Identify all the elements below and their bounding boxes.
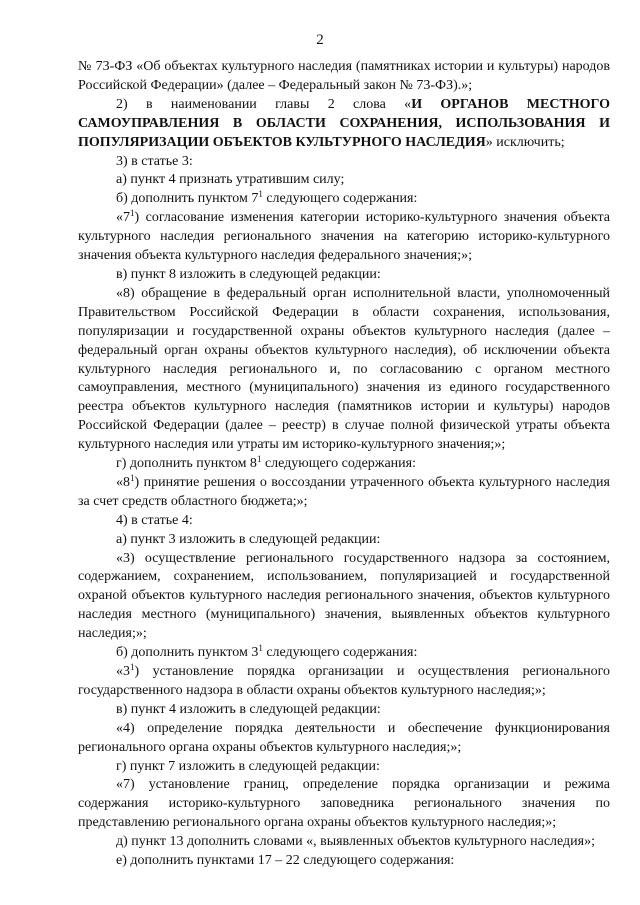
item-3b-text: б) дополнить пунктом 7 (116, 191, 259, 207)
superscript: 1 (256, 454, 262, 465)
paragraph-point-3-1 (78, 663, 610, 701)
superscript: 1 (130, 472, 135, 483)
paragraph-item-3: 3) в статье 3: (116, 153, 193, 169)
paragraph-item-3g (78, 455, 610, 474)
paragraph-point-7-1 (78, 209, 610, 266)
paragraph-law-reference: № 73-ФЗ «Об объектах культурного наследия (памятниках истории и культуры) народов Российской Федерации» (далее – Федеральный закон № 73-ФЗ).»; (78, 59, 610, 93)
point-3-1-tail: ) установление порядка организации и осуществления регионального государственного надзора в области охраны объектов культурного наследия;»; (78, 664, 610, 698)
page-number: 2 (316, 32, 324, 48)
superscript: 1 (130, 208, 135, 219)
paragraph-item-2 (78, 96, 610, 153)
paragraph-item-3v: в) пункт 8 изложить в следующей редакции: (116, 266, 381, 282)
paragraph-item-4v: в) пункт 4 изложить в следующей редакции: (116, 701, 381, 717)
point-8-1-text: «8 (116, 474, 130, 490)
document-body (78, 58, 610, 871)
paragraph-item-3b (78, 190, 610, 209)
item-2-tail: » исключить; (485, 134, 565, 150)
point-8-1-tail: ) принятие решения о воссоздании утраченного объекта культурного наследия за счет средств областного бюджета;»; (78, 474, 610, 509)
item-2-bold-phrase: И ОРГАНОВ МЕСТНОГО САМОУПРАВЛЕНИЯ В ОБЛАСТИ СОХРАНЕНИЯ, ИСПОЛЬЗОВАНИЯ И ПОПУЛЯРИЗАЦИИ ОБЪЕКТОВ КУЛЬТУРНОГО НАСЛЕДИЯ (78, 96, 611, 150)
superscript: 1 (258, 643, 263, 654)
paragraph-item-4d: д) пункт 13 дополнить словами «, выявленных объектов культурного наследия»; (116, 834, 595, 850)
item-4b-tail: следующего содержания: (262, 645, 418, 661)
point-7-1-tail: ) согласование изменения категории историко-культурного значения объекта культурного наследия регионального значения на категорию историко-культурного значения объекта культурного наследия федерального значения;»; (78, 210, 610, 264)
paragraph-point-8: «8) обращение в федеральный орган исполнительной власти, уполномоченный Правительством Российской Федерации в области сохранения, использования, популяризации и государственной охраны объектов культурного наследия (далее – федеральный орган охраны объектов культурного наследия), об исключении объекта культурного наследия регионального и, по согласованию с органом местного самоуправления, местного (муниципального) значения из единого государственного реестра объектов культурного наследия (памятников истории и культуры) народов Российской Федерации (далее – реестр) в случае полной физической утраты объекта культурного наследия или утраты им историко-культурного значения;»; (78, 285, 610, 453)
item-3g-text: г) дополнить пунктом 8 (116, 456, 257, 472)
paragraph-point-3: «3) осуществление регионального государственного надзора за состоянием, содержанием, сохранением, использованием, популяризацией и государственной охраной объектов культурного наследия регионального значения, объектов культурного наследия местного (муниципального) значения, выявленных объектов культурного наследия;»; (78, 550, 610, 642)
superscript: 1 (130, 662, 135, 672)
paragraph-point-8-1 (78, 474, 610, 512)
paragraph-item-4e: е) дополнить пунктами 17 – 22 следующего содержания: (116, 853, 455, 869)
paragraph-point-4: «4) определение порядка деятельности и обеспечение функционирования регионального органа охраны объектов культурного наследия;»; (78, 720, 610, 755)
item-4b-text: б) дополнить пунктом 3 (116, 645, 259, 661)
paragraph-item-3a: а) пункт 4 признать утратившим силу; (116, 172, 345, 188)
paragraph-item-4g: г) пункт 7 изложить в следующей редакции: (116, 758, 380, 774)
point-3-1-text: «3 (116, 664, 130, 679)
paragraph-item-4a: а) пункт 3 изложить в следующей редакции: (116, 531, 381, 547)
item-3b-tail: следующего содержания: (262, 191, 418, 207)
superscript: 1 (258, 189, 263, 200)
point-7-1-text: «7 (116, 210, 130, 226)
paragraph-item-4: 4) в статье 4: (116, 512, 193, 528)
paragraph-item-4b (78, 644, 610, 663)
item-2-text: 2) в наименовании главы 2 слова « (116, 96, 412, 112)
item-3g-tail: следующего содержания: (261, 456, 416, 472)
paragraph-point-7: «7) установление границ, определение порядка организации и режима содержания историко-культурного заповедника регионального значения по представлению регионального органа охраны объектов культурного наследия;»; (78, 777, 610, 831)
